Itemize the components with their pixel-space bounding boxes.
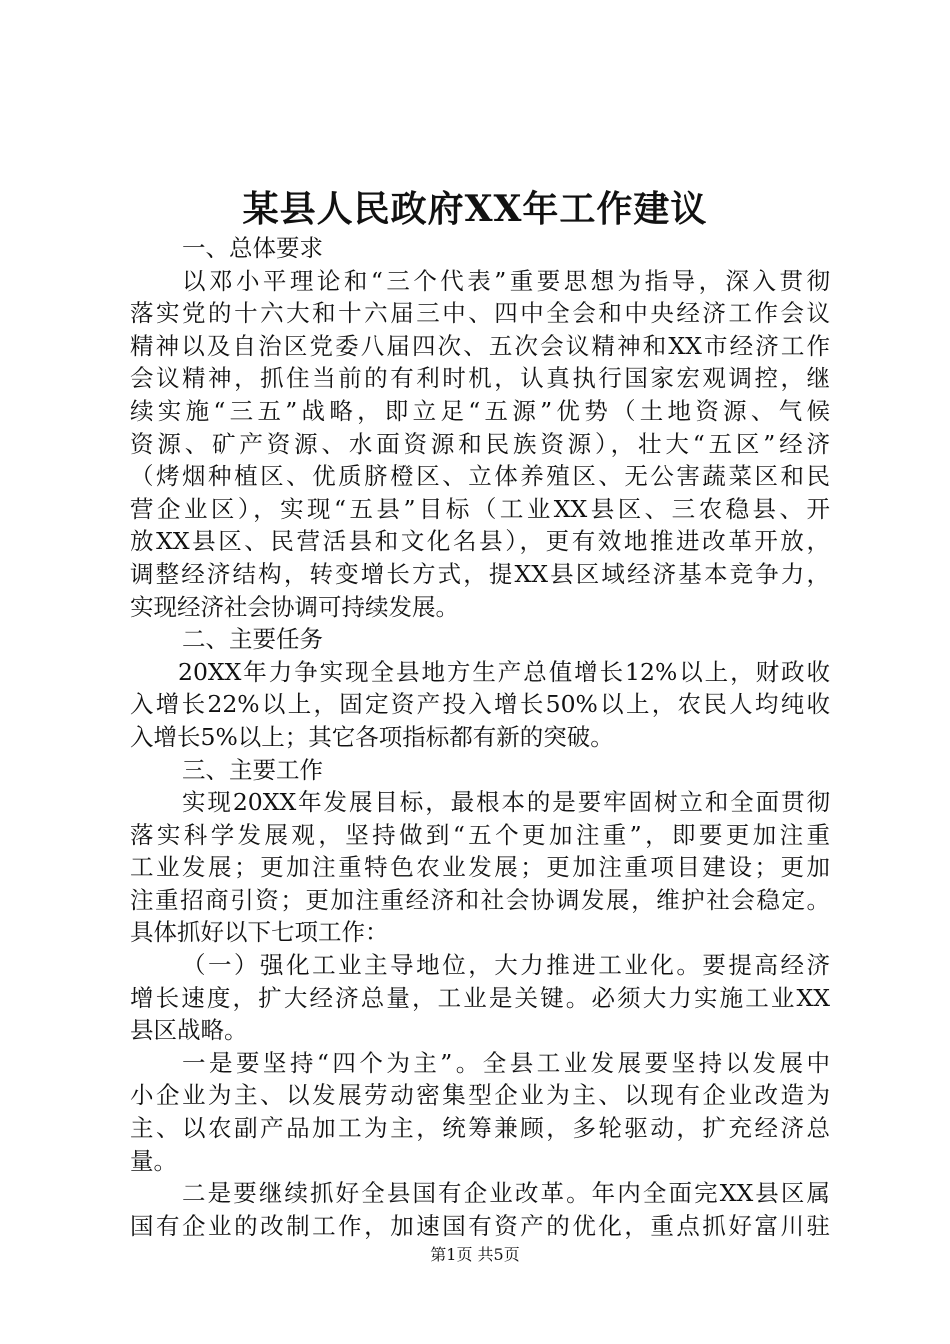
document-body [130,232,830,1242]
text-line: 精神以及自治区党委八届四次、五次会议精神和XX市经济工作 [130,331,830,360]
text-line: 调整经济结构，转变增长方式，提XX县区域经济基本竞争力， [130,559,830,588]
text-line: （一）强化工业主导地位，大力推进工业化。要提高经济 [182,951,830,980]
text-line: 二、主要任务 [182,625,323,654]
document-title: 某县人民政府XX年工作建议 [242,188,708,230]
text-line: 入增长22%以上，固定资产投入增长50%以上，农民人均纯收 [130,690,830,719]
text-line: 营企业区），实现“五县”目标（工业XX县区、三农稳县、开 [130,494,830,523]
text-line: 落实党的十六大和十六届三中、四中全会和中央经济工作会议 [130,299,830,328]
text-line: 一、总体要求 [182,234,323,262]
text-line: 实现经济社会协调可持续发展。 [130,592,459,621]
text-line: 会议精神，抓住当前的有利时机，认真执行国家宏观调控，继 [130,364,830,393]
text-line: 放XX县区、民营活县和文化名县），更有效地推进改革开放， [130,527,830,556]
text-line: 续实施“三五”战略，即立足“五源”优势（土地资源、气候 [130,396,830,425]
text-line: 具体抓好以下七项工作： [130,918,389,947]
text-line: 以邓小平理论和“三个代表”重要思想为指导，深入贯彻 [182,266,830,295]
text-line: 注重招商引资；更加注重经济和社会协调发展，维护社会稳定。 [130,885,830,914]
text-line: 三、主要工作 [182,755,323,784]
text-line: 入增长5%以上；其它各项指标都有新的突破。 [130,722,614,751]
text-line: 二是要继续抓好全县国有企业改革。年内全面完XX县区属 [182,1179,830,1208]
text-line: 县区战略。 [130,1016,248,1045]
text-line: 增长速度，扩大经济总量，工业是关键。必须大力实施工业XX [130,983,830,1012]
text-line: 国有企业的改制工作，加速国有资产的优化，重点抓好富川驻 [130,1211,830,1240]
text-line: 20XX年力争实现全县地方生产总值增长12%以上，财政收 [178,657,830,686]
text-line: 工业发展；更加注重特色农业发展；更加注重项目建设；更加 [130,853,830,882]
text-line: 量。 [130,1146,177,1175]
text-line: （烤烟种植区、优质脐橙区、立体养殖区、无公害蔬菜区和民 [130,462,830,491]
text-line: 资源、矿产资源、水面资源和民族资源），壮大“五区”经济 [130,429,830,458]
text-line: 小企业为主、以发展劳动密集型企业为主、以现有企业改造为 [130,1081,830,1110]
page-footer: 第1页 共5页 [430,1245,520,1264]
text-line: 实现20XX年发展目标，最根本的是要牢固树立和全面贯彻 [182,788,830,817]
text-line: 主、以农副产品加工为主，统筹兼顾，多轮驱动，扩充经济总 [130,1114,830,1143]
text-line: 落实科学发展观，坚持做到“五个更加注重”，即要更加注重 [130,820,830,849]
text-line: 一是要坚持“四个为主”。全县工业发展要坚持以发展中 [182,1048,830,1077]
